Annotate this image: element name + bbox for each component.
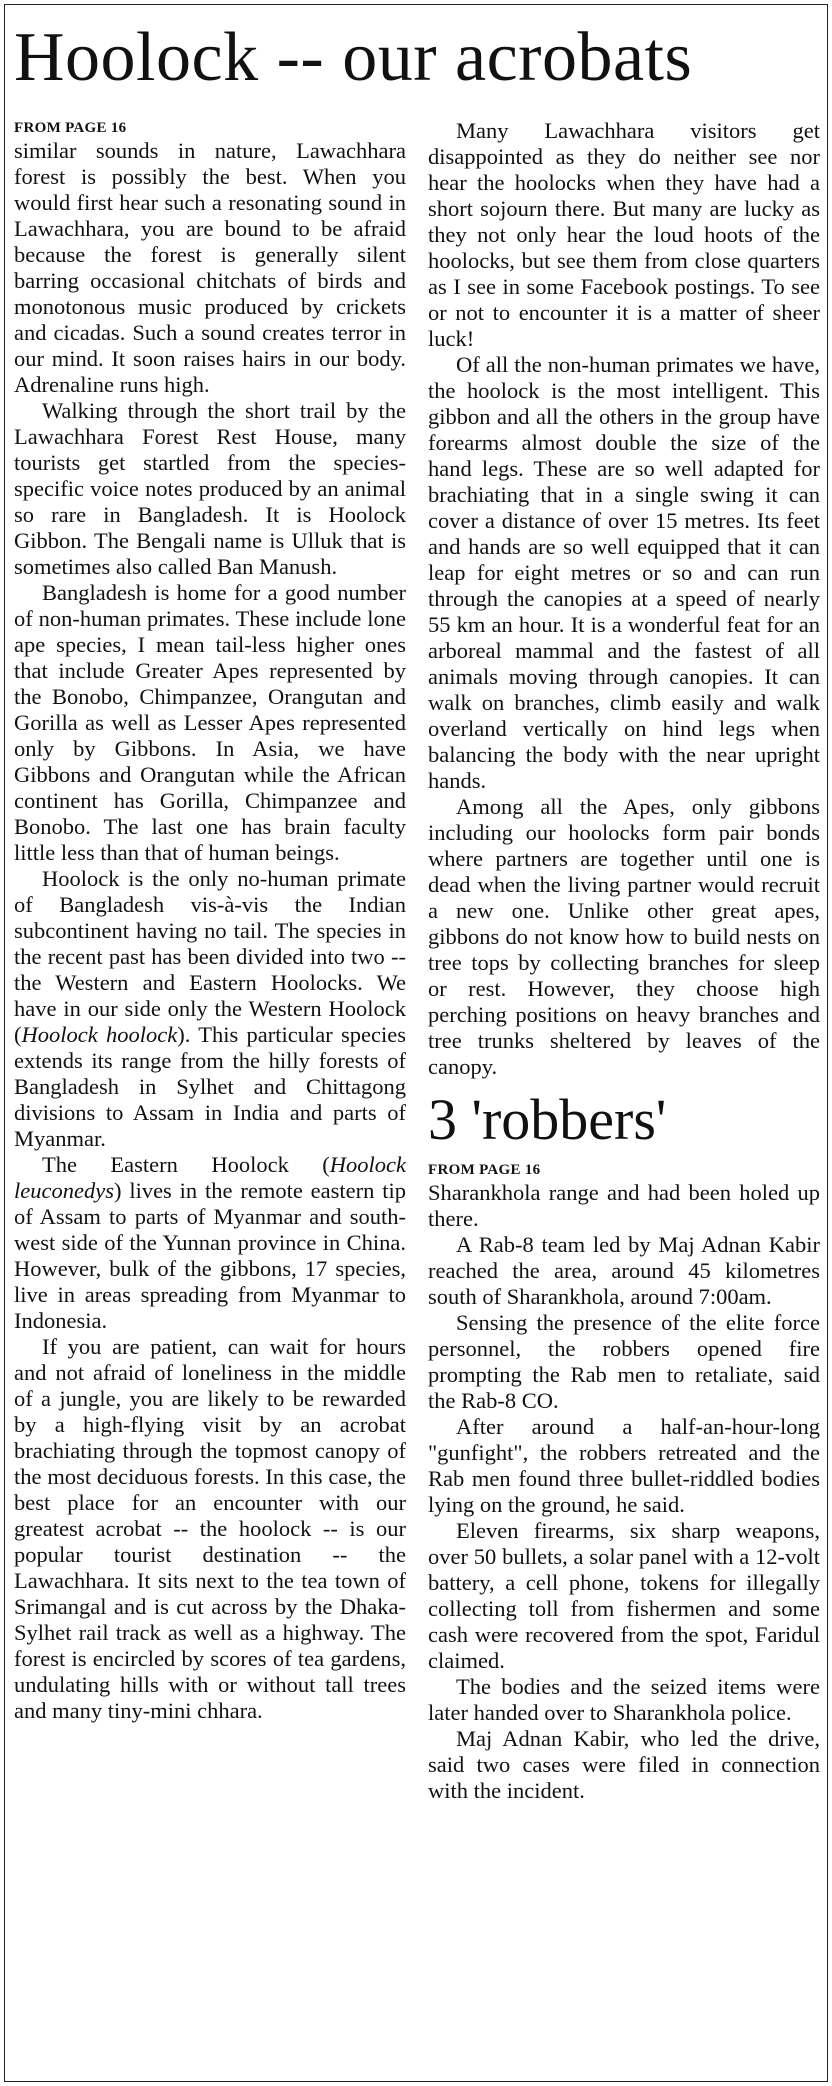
paragraph: If you are patient, can wait for hours and not afraid of loneliness in the middle of a jungle, you are likely to be rewarded by a high-flying visit by an acrobat brachiating through the topmost canopy of the most deciduous forests. In this case, the best place for an encounter with our greatest acrobat -- the hoolock -- is our popular tourist destination -- the Lawachhara. It sits next to the tea town of Srimangal and is cut across by the Dhaka-Sylhet rail track as well as a highway. The forest is encircled by scores of tea gardens, undulating hills with or without tall trees and many tiny-mini chhara. [14, 1334, 406, 1723]
article-column-left [14, 118, 406, 1724]
species-name: Hoolock hoolock [21, 1022, 178, 1047]
paragraph: Maj Adnan Kabir, who led the drive, said two cases were filed in connection with the incident. [428, 1726, 820, 1803]
paragraph: Bangladesh is home for a good number of non-human primates. These include lone ape species, I mean tail-less higher ones that include Greater Apes represented by the Bonobo, Chimpanzee, Orangutan and Gorilla as well as Lesser Apes represented only by Gibbons. In Asia, we have Gibbons and Orangutan while the African continent has Gorilla, Chimpanzee and Bonobo. The last one has brain faculty little less than that of human beings. [14, 580, 406, 865]
paragraph: The bodies and the seized items were later handed over to Sharankhola police. [428, 1674, 820, 1725]
paragraph: Eleven firearms, six sharp weapons, over 50 bullets, a solar panel with a 12-volt battery, a cell phone, tokens for illegally collecting toll from fishermen and some cash were recovered from the spot, Faridul claimed. [428, 1518, 820, 1673]
paragraph: Many Lawachhara visitors get disappointed as they do neither see nor hear the hoolocks when they have had a short sojourn there. But many are lucky as they not only hear the loud hoots of the hoolocks, but see them from close quarters as I see in some Facebook postings. To see or not to encounter it is a matter of sheer luck! [428, 118, 820, 351]
headline-robbers: 3 'robbers' [428, 1087, 667, 1152]
paragraph: A Rab-8 team led by Maj Adnan Kabir reached the area, around 45 kilometres south of Sharankhola, around 7:00am. [428, 1232, 820, 1309]
paragraph: The Eastern Hoolock (Hoolock leuconedys) lives in the remote eastern tip of Assam to parts of Myanmar and south-west side of the Yunnan province in China. However, bulk of the gibbons, 17 species, live in areas spreading from Myanmar to Indonesia. [14, 1152, 406, 1333]
paragraph: Sharankhola range and had been holed up there. [428, 1180, 820, 1231]
headline-hoolock: Hoolock -- our acrobats [14, 19, 693, 96]
paragraph: Of all the non-human primates we have, the hoolock is the most intelligent. This gibbon and all the others in the group have forearms almost double the size of the hand legs. These are so well adapted for brachiating that in a single swing it can cover a distance of over 15 metres. Its feet and hands are so well equipped that it can leap for eight metres or so and can run through the canopies at a speed of nearly 55 km an hour. It is a wonderful feat for an arboreal mammal and the fastest of all animals moving through canopies. It can walk on branches, climb easily and walk overland vertically on hind legs when balancing the body with the near upright hands. [428, 352, 820, 793]
paragraph: Among all the Apes, only gibbons including our hoolocks form pair bonds where partners are together until one is dead when the living partner would recruit a new one. Unlike other great apes, gibbons do not know how to build nests on tree tops by collecting branches for sleep or rest. However, they choose high perching positions on heavy branches and tree trunks sheltered by leaves of the canopy. [428, 794, 820, 1079]
paragraph: Walking through the short trail by the Lawachhara Forest Rest House, many tourists get startled from the species-specific voice notes produced by an animal so rare in Bangladesh. It is Hoolock Gibbon. The Bengali name is Ulluk that is sometimes also called Ban Manush. [14, 398, 406, 579]
kicker-from-page: FROM PAGE 16 [14, 120, 127, 136]
paragraph: similar sounds in nature, Lawachhara forest is possibly the best. When you would first hear such a resonating sound in Lawachhara, you are bound to be afraid because the forest is generally silent barring occasional chitchats of birds and monotonous music produced by crickets and cicadas. Such a sound creates terror in our mind. It soon raises hairs in our body. Adrenaline runs high. [14, 138, 406, 397]
paragraph: After around a half-an-hour-long "gunfight", the robbers retreated and the Rab men found three bullet-riddled bodies lying on the ground, he said. [428, 1414, 820, 1517]
paragraph: Sensing the presence of the elite force personnel, the robbers opened fire prompting the Rab men to retaliate, said the Rab-8 CO. [428, 1310, 820, 1413]
species-name: Hoolock leuconedys [14, 1152, 406, 1203]
article-column-right [428, 118, 820, 1804]
kicker-from-page: FROM PAGE 16 [428, 1162, 541, 1178]
paragraph: Hoolock is the only no-human primate of Bangladesh vis-à-vis the Indian subcontinent having no tail. The species in the recent past has been divided into two -- the Western and Eastern Hoolocks. We have in our side only the Western Hoolock (Hoolock hoolock). This particular species extends its range from the hilly forests of Bangladesh in Sylhet and Chittagong divisions to Assam in India and parts of Myanmar. [14, 866, 407, 1151]
